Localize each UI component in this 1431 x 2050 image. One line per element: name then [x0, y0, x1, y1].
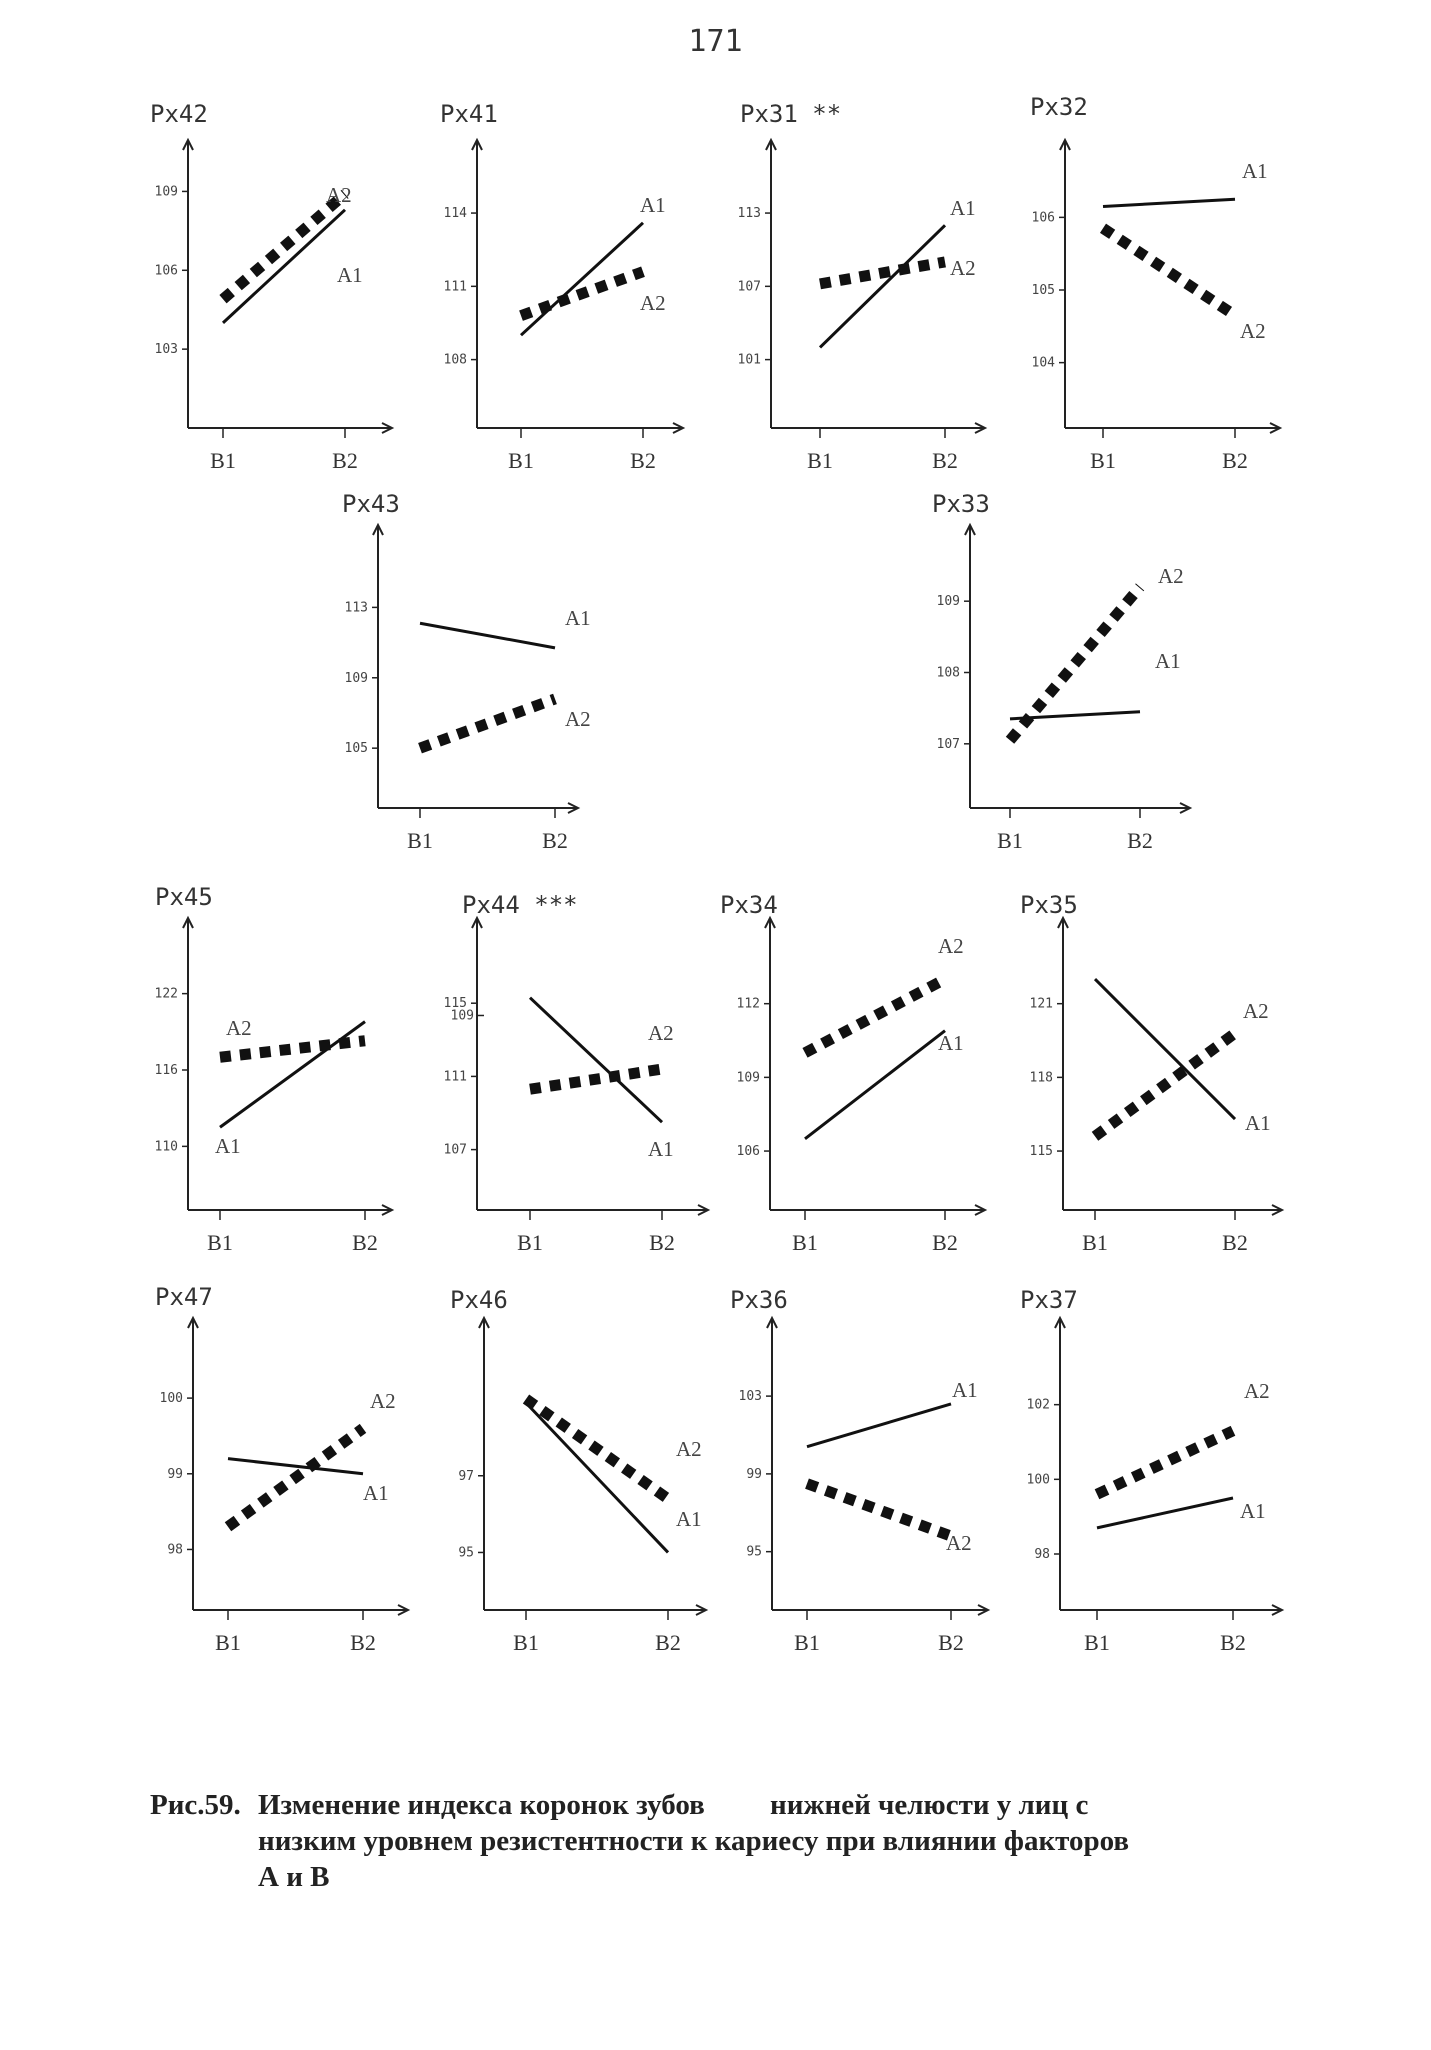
chart-4-xtick-label-1: B1 — [1090, 448, 1116, 473]
chart-11-xtick-label-1: B1 — [215, 1630, 241, 1655]
chart-13-series-a2-label: A2 — [946, 1531, 972, 1555]
chart-5-series-a2-line — [420, 699, 555, 748]
chart-7-series-a2-label: A2 — [226, 1016, 252, 1040]
chart-13-series-a2-line — [807, 1484, 951, 1537]
chart-9-series-a1-label: A1 — [938, 1031, 964, 1055]
chart-14-series-a2-label: A2 — [1244, 1379, 1270, 1403]
chart-7-series-a1-label: A1 — [215, 1134, 241, 1158]
chart-7-ytick-label-2: 116 — [154, 1063, 178, 1078]
chart-3-ytick-label-2: 107 — [737, 279, 761, 295]
chart-13-ytick-label-2: 99 — [746, 1466, 762, 1482]
chart-11-series-a2-label: A2 — [370, 1389, 396, 1413]
chart-2-ytick-label-3: 114 — [443, 206, 467, 222]
chart-11-title: Рх47 — [155, 1283, 213, 1311]
chart-3-xtick-label-2: B2 — [932, 448, 958, 473]
chart-9-series-a2-line — [805, 979, 945, 1053]
chart-5-series-a2-label: A2 — [565, 707, 591, 731]
chart-7-xtick-label-2: B2 — [352, 1230, 378, 1255]
chart-8-xtick-label-2: B2 — [649, 1230, 675, 1255]
chart-12-xtick-label-1: B1 — [513, 1630, 539, 1655]
chart-14-xtick-label-2: B2 — [1220, 1630, 1246, 1655]
chart-12-ytick-label-3: 109 — [450, 1008, 474, 1024]
chart-11-series-a1-label: A1 — [363, 1481, 389, 1505]
chart-7-ytick-label-1: 110 — [154, 1139, 178, 1155]
chart-13-xtick-label-2: B2 — [938, 1630, 964, 1655]
chart-12-ytick-label-1: 95 — [458, 1545, 474, 1561]
chart-10-ytick-label-1: 115 — [1029, 1144, 1053, 1160]
chart-14-ytick-label-2: 100 — [1026, 1472, 1050, 1488]
chart-2-ytick-label-1: 108 — [443, 352, 467, 368]
chart-1-title: Рх42 — [150, 100, 208, 128]
chart-3-ytick-label-3: 113 — [737, 206, 761, 222]
chart-4-ytick-label-2: 105 — [1031, 283, 1055, 298]
chart-10-title: Рх35 — [1020, 891, 1078, 919]
caption-line-3: А и В — [258, 1861, 330, 1893]
chart-14-series-a1-line — [1097, 1498, 1233, 1528]
chart-4-title: Рх32 — [1030, 93, 1088, 121]
chart-1-series-a1-line — [223, 210, 345, 323]
chart-1-ytick-label-2: 106 — [154, 263, 178, 279]
chart-4-series-a1-line — [1103, 199, 1235, 206]
chart-10-series-a2-label: A2 — [1243, 999, 1269, 1023]
chart-8-series-a1-line — [530, 998, 662, 1122]
chart-1-ytick-label-1: 103 — [154, 342, 178, 358]
chart-9-xtick-label-2: B2 — [932, 1230, 958, 1255]
chart-14-ytick-label-3: 102 — [1026, 1397, 1050, 1413]
chart-5-series-a1-label: A1 — [565, 606, 591, 630]
chart-8-ytick-label-2: 111 — [443, 1069, 467, 1085]
chart-3-title: Рх31 ** — [740, 100, 842, 128]
chart-10-series-a1-label: A1 — [1245, 1111, 1271, 1135]
chart-12-series-a2-line — [526, 1399, 668, 1499]
chart-13-series-a1-line — [807, 1404, 951, 1447]
chart-2-title: Рх41 — [440, 100, 498, 128]
chart-7-series-a2-line — [220, 1041, 365, 1058]
chart-1-series-a1-label: A1 — [337, 263, 363, 287]
chart-5-ytick-label-3: 113 — [344, 600, 368, 616]
page-number: 171 — [688, 24, 743, 59]
chart-6-xtick-label-1: B1 — [997, 828, 1023, 853]
chart-14-ytick-label-1: 98 — [1034, 1547, 1050, 1562]
chart-1-ytick-label-3: 109 — [154, 184, 178, 200]
chart-12-title: Рх46 — [450, 1286, 508, 1314]
chart-2-series-a2-label: A2 — [640, 291, 666, 315]
chart-13-ytick-label-1: 95 — [746, 1544, 762, 1560]
chart-13-ytick-label-3: 103 — [738, 1389, 762, 1405]
chart-2-xtick-label-1: B1 — [508, 448, 534, 473]
chart-7-title: Рх45 — [155, 883, 213, 911]
chart-6-series-a2-line — [1010, 587, 1140, 740]
chart-5-ytick-label-1: 105 — [344, 741, 368, 757]
chart-1-series-a2-line — [223, 194, 345, 299]
chart-1-xtick-label-1: B1 — [210, 448, 236, 473]
caption-line-2: низким уровнем резистентности к кариесу при влиянии факторов — [258, 1825, 1130, 1857]
chart-14-series-a1-label: A1 — [1240, 1499, 1266, 1523]
chart-10-xtick-label-1: B1 — [1082, 1230, 1108, 1255]
chart-12-series-a1-label: A1 — [676, 1507, 702, 1531]
chart-11-xtick-label-2: B2 — [350, 1630, 376, 1655]
chart-10-ytick-label-3: 121 — [1029, 996, 1053, 1012]
chart-3-series-a1-line — [820, 225, 945, 347]
caption-label: Рис.59. — [150, 1789, 241, 1821]
chart-4-series-a1-label: A1 — [1242, 159, 1268, 183]
chart-2-series-a1-label: A1 — [640, 193, 666, 217]
chart-3-series-a2-label: A2 — [950, 256, 976, 280]
chart-8-title: Рх44 *** — [462, 891, 578, 919]
chart-11-series-a2-line — [228, 1428, 363, 1526]
chart-8-ytick-label-3: 115 — [443, 996, 467, 1012]
caption-line-1: Изменение индекса коронок зубов нижней челюсти у лиц с — [258, 1789, 1089, 1821]
chart-8-xtick-label-1: B1 — [517, 1230, 543, 1255]
chart-6-ytick-label-2: 108 — [936, 665, 960, 681]
chart-11-ytick-label-2: 99 — [167, 1466, 183, 1482]
chart-7-ytick-label-3: 122 — [154, 986, 178, 1002]
chart-3-series-a1-label: A1 — [950, 196, 976, 220]
chart-8-series-a1-label: A1 — [648, 1137, 674, 1161]
chart-3-series-a2-line — [820, 262, 945, 284]
chart-8-series-a2-label: A2 — [648, 1021, 674, 1045]
chart-14-xtick-label-1: B1 — [1084, 1630, 1110, 1655]
chart-12-series-a2-label: A2 — [676, 1437, 702, 1461]
chart-14-title: Рх37 — [1020, 1286, 1078, 1314]
chart-6-series-a2-label: A2 — [1158, 564, 1184, 588]
chart-13-series-a1-label: A1 — [952, 1378, 978, 1402]
chart-6-ytick-label-3: 109 — [936, 594, 960, 610]
chart-3-ytick-label-1: 101 — [737, 352, 761, 368]
chart-6-xtick-label-2: B2 — [1127, 828, 1153, 853]
chart-4-ytick-label-1: 104 — [1031, 355, 1055, 371]
chart-8-ytick-label-1: 107 — [443, 1142, 467, 1158]
chart-9-ytick-label-1: 106 — [736, 1144, 760, 1160]
chart-4-series-a2-label: A2 — [1240, 319, 1266, 343]
chart-1-xtick-label-2: B2 — [332, 448, 358, 473]
chart-11-ytick-label-3: 100 — [159, 1391, 183, 1407]
chart-5-series-a1-line — [420, 623, 555, 648]
chart-12-ytick-label-2: 97 — [458, 1468, 474, 1484]
chart-7-xtick-label-1: B1 — [207, 1230, 233, 1255]
chart-13-xtick-label-1: B1 — [794, 1630, 820, 1655]
chart-2-ytick-label-2: 111 — [443, 279, 467, 295]
chart-9-xtick-label-1: B1 — [792, 1230, 818, 1255]
chart-5-xtick-label-1: B1 — [407, 828, 433, 853]
chart-5-title: Рх43 — [342, 490, 400, 518]
chart-11-ytick-label-1: 98 — [167, 1542, 183, 1558]
chart-6-title: Рх33 — [932, 490, 990, 518]
chart-9-ytick-label-3: 112 — [736, 996, 760, 1012]
chart-14-series-a2-line — [1097, 1431, 1233, 1494]
chart-13-title: Рх36 — [730, 1286, 788, 1314]
chart-4-xtick-label-2: B2 — [1222, 448, 1248, 473]
chart-1-series-a2-label: A2 — [326, 183, 352, 207]
chart-2-xtick-label-2: B2 — [630, 448, 656, 473]
chart-6-ytick-label-1: 107 — [936, 736, 960, 752]
chart-12-xtick-label-2: B2 — [655, 1630, 681, 1655]
chart-5-xtick-label-2: B2 — [542, 828, 568, 853]
chart-9-series-a2-label: A2 — [938, 934, 964, 958]
chart-4-series-a2-line — [1103, 228, 1235, 315]
chart-5-ytick-label-2: 109 — [344, 670, 368, 686]
chart-4-ytick-label-3: 106 — [1031, 210, 1055, 226]
chart-10-xtick-label-2: B2 — [1222, 1230, 1248, 1255]
chart-8-series-a2-line — [530, 1069, 662, 1089]
chart-9-ytick-label-2: 109 — [736, 1070, 760, 1086]
chart-9-title: Рх34 — [720, 891, 778, 919]
chart-10-ytick-label-2: 118 — [1029, 1070, 1053, 1086]
chart-6-series-a1-label: A1 — [1155, 649, 1181, 673]
chart-3-xtick-label-1: B1 — [807, 448, 833, 473]
